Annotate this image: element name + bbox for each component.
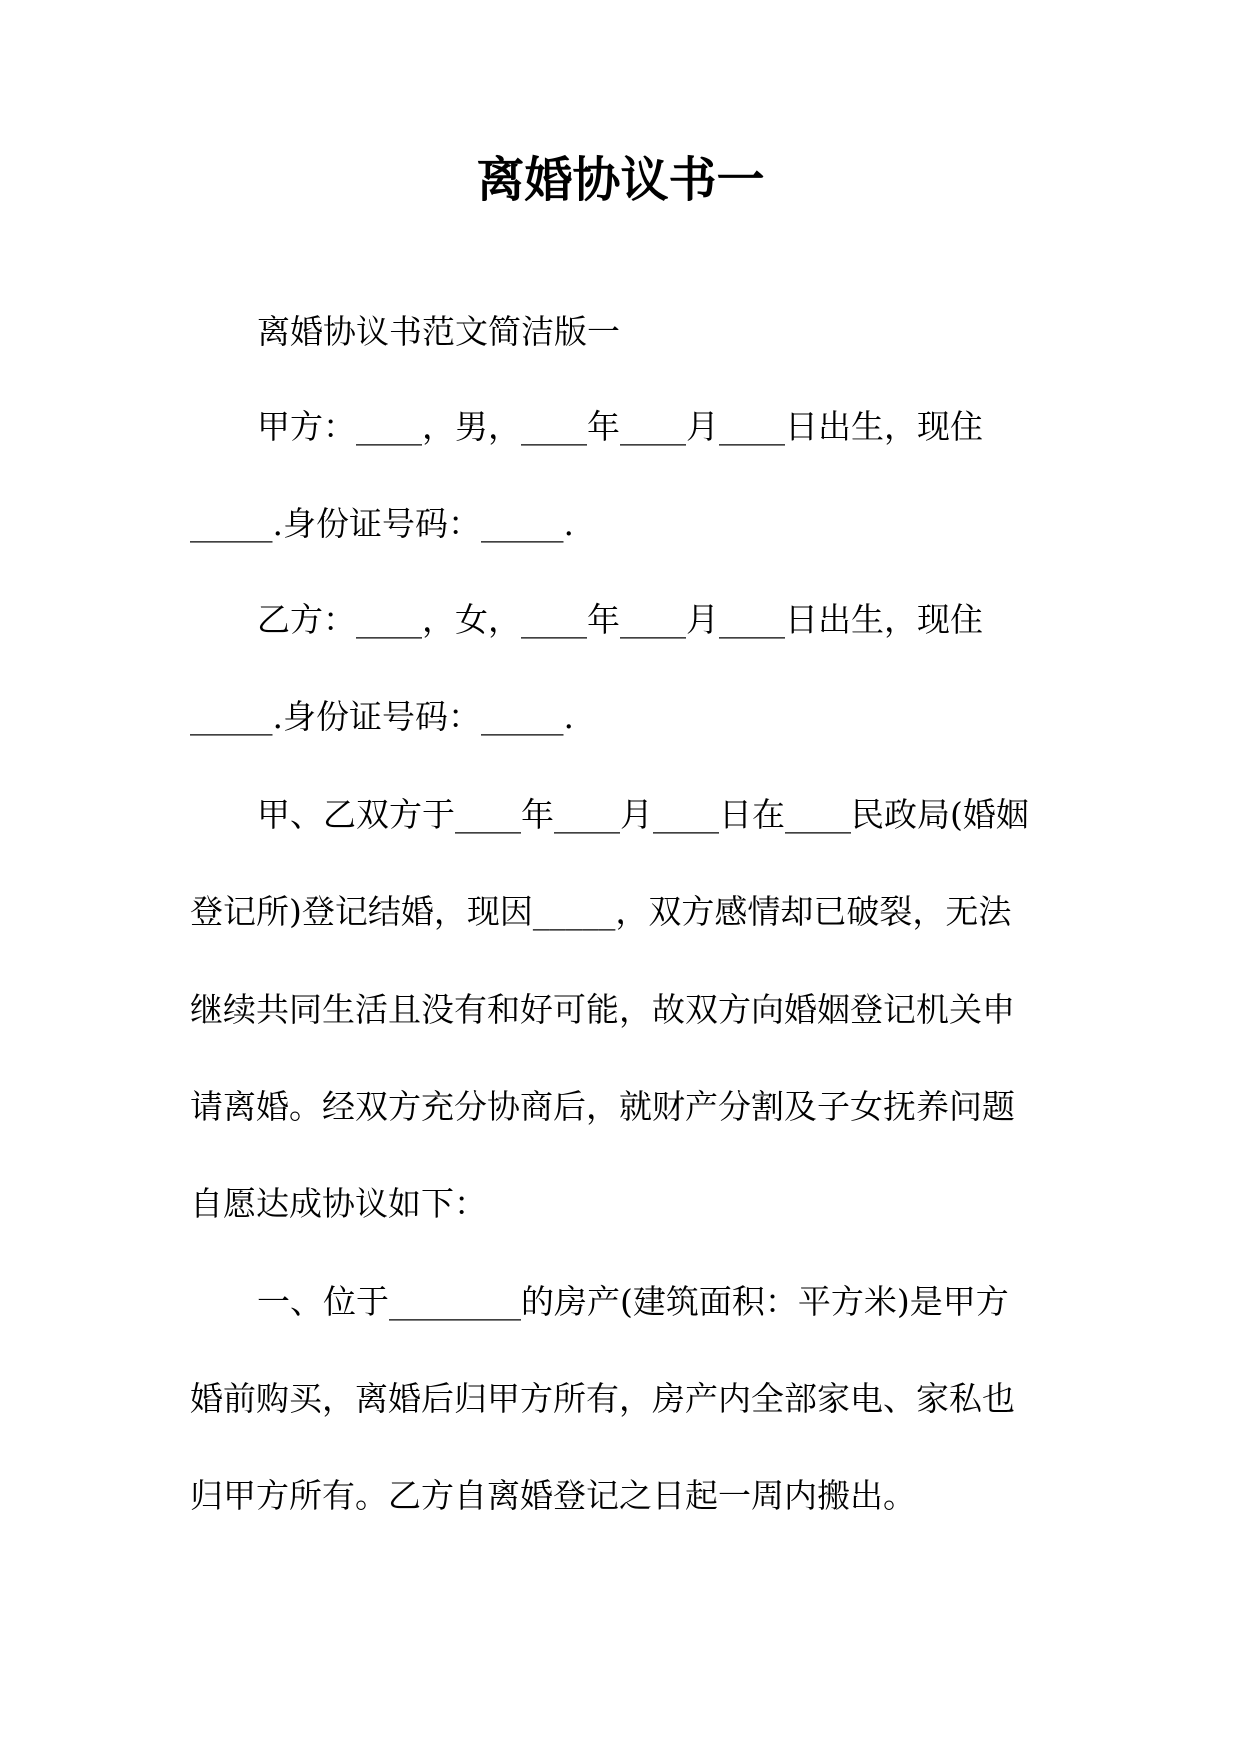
party-a-id-line: _____.身份证号码：_____. xyxy=(190,504,574,543)
body-line: 自愿达成协议如下： xyxy=(190,1184,487,1223)
clause-line: 一、位于________的房产(建筑面积：平方米)是甲方 xyxy=(257,1282,1009,1321)
body-line: 请离婚。经双方充分协商后，就财产分割及子女抚养问题 xyxy=(190,1087,1015,1126)
body-line: 登记所)登记结婚，现因_____，双方感情却已破裂，无法 xyxy=(190,892,1012,931)
clause-line: 婚前购买，离婚后归甲方所有，房产内全部家电、家私也 xyxy=(190,1379,1015,1418)
party-a-line: 甲方：____，男，____年____月____日出生，现住 xyxy=(257,407,983,446)
party-b-line: 乙方：____，女，____年____月____日出生，现住 xyxy=(257,600,983,639)
party-b-id-line: _____.身份证号码：_____. xyxy=(190,697,574,736)
subtitle-line: 离婚协议书范文简洁版一 xyxy=(257,312,620,351)
body-line: 甲、乙双方于____年____月____日在____民政局(婚姻 xyxy=(257,795,1029,834)
document-title: 离婚协议书一 xyxy=(476,152,765,208)
body-line: 继续共同生活且没有和好可能，故双方向婚姻登记机关申 xyxy=(190,990,1015,1029)
clause-line: 归甲方所有。乙方自离婚登记之日起一周内搬出。 xyxy=(190,1476,916,1515)
